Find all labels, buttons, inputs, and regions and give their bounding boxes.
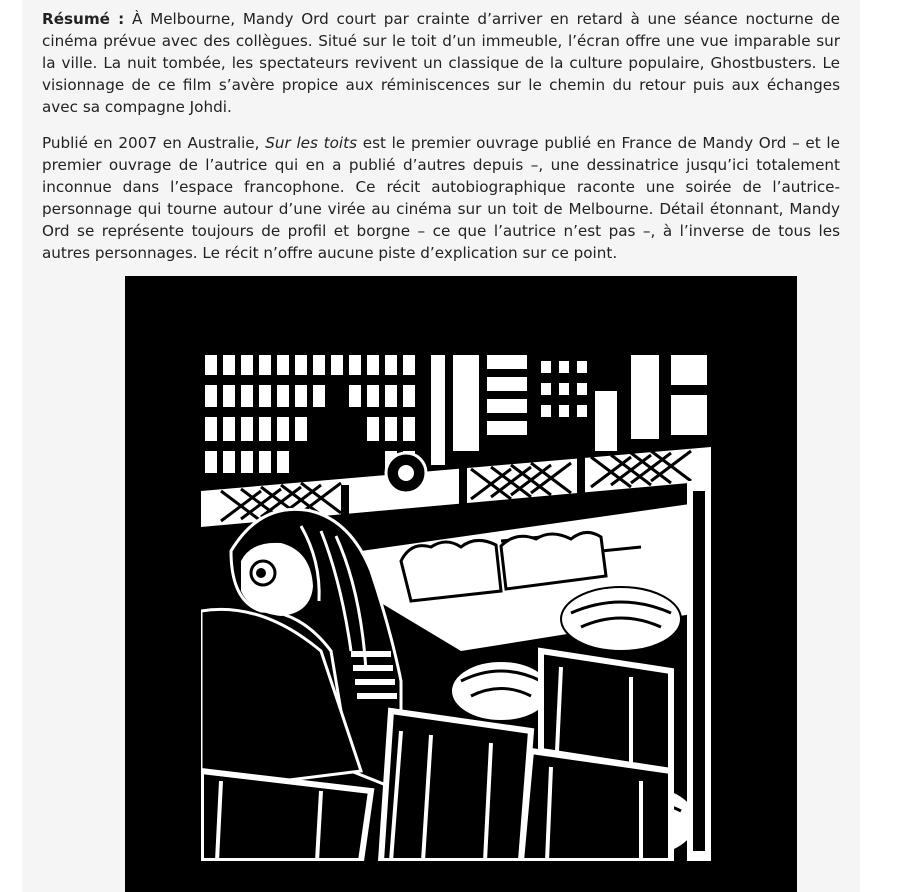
summary-label: Résumé : (42, 10, 125, 28)
review-text-start: Publié en 2007 en Australie, (42, 134, 266, 152)
summary-paragraph (42, 8, 840, 118)
review-text-end: est le premier ouvrage publié en France de Mandy Ord – et le premier ouvrage de l’autrice qui en a publié d’autres depuis –, une dessinatrice jusqu’ici totalement inconnue dans l’espace francophone. Ce récit autobiographique raconte une soirée de l’autrice-personnage qui tourne autour d’une virée au cinéma sur un toit de Melbourne. Détail étonnant, Mandy Ord se représente toujours de profil et borgne – ce que l’autrice n’est pas –, à l’inverse de tous les autres personnages. Le récit n’offre aucune piste d’explication sur ce point. (42, 134, 840, 262)
summary-text: À Melbourne, Mandy Ord court par crainte d’arriver en retard à une séance nocturne de cinéma prévue avec des collègues. Situé sur le toit d’un immeuble, l’écran offre une vue imparable sur la ville. La nuit tombée, les spectateurs revivent un classique de la culture populaire, Ghostbusters. Le visionnage de ce film s’avère propice aux réminiscences sur le chemin du retour puis aux échanges avec sa compagne Johdi. (42, 10, 841, 116)
comic-panel-drawing (201, 351, 711, 861)
article-body (42, 8, 840, 278)
comic-illustration (125, 276, 797, 892)
book-title: Sur les toits (265, 134, 357, 152)
review-paragraph (42, 132, 840, 264)
